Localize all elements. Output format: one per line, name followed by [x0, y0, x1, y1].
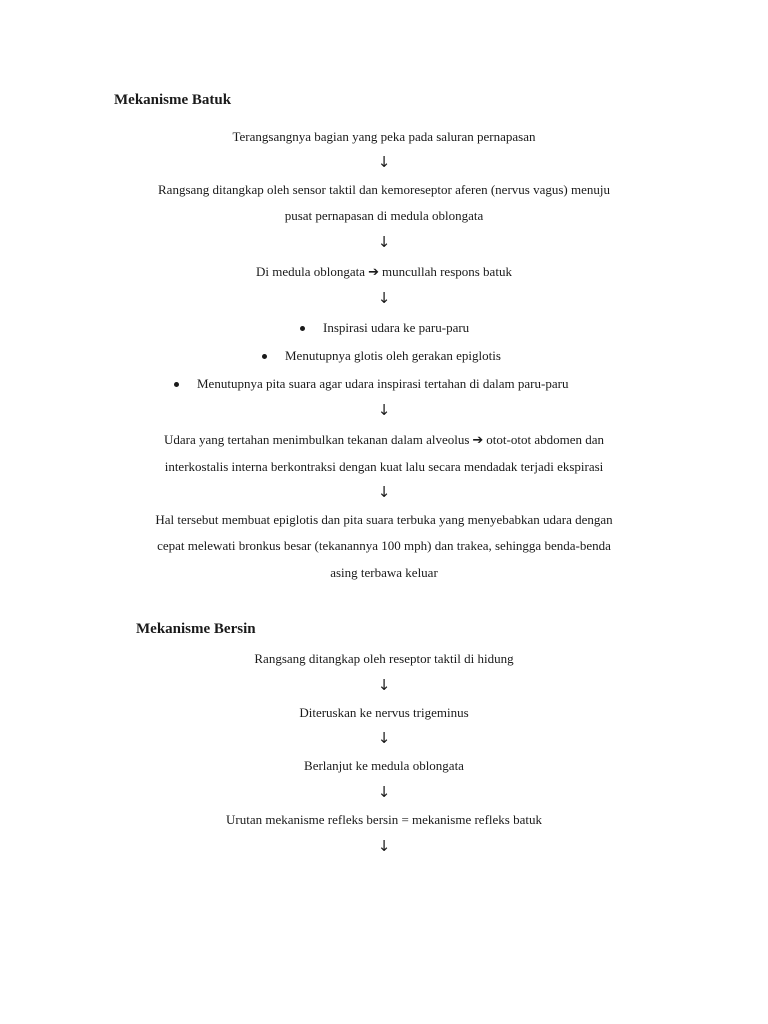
- bersin-step-2: Diteruskan ke nervus trigeminus: [299, 705, 469, 720]
- batuk-bullet-1: [300, 320, 469, 336]
- down-arrow-icon: ↓: [377, 289, 391, 307]
- batuk-step-3-after: muncullah respons batuk: [381, 264, 512, 279]
- down-arrow-icon: ↓: [377, 153, 391, 171]
- bersin-step-1: Rangsang ditangkap oleh reseptor taktil di hidung: [254, 651, 514, 666]
- bullet-icon: [174, 382, 179, 387]
- batuk-step-5-after: otot-otot abdomen dan: [486, 432, 604, 447]
- down-arrow-icon: ↓: [377, 729, 391, 747]
- bullet-icon: [300, 326, 305, 331]
- bersin-step-3: Berlanjut ke medula oblongata: [304, 758, 464, 773]
- right-arrow-icon: ➔: [472, 433, 484, 448]
- right-arrow-icon: ➔: [368, 265, 379, 280]
- batuk-bullet-2: [262, 348, 501, 364]
- down-arrow-icon: ↓: [377, 233, 391, 251]
- section-title-bersin: Mekanisme Bersin: [136, 621, 256, 637]
- batuk-step-5-line-2: interkostalis interna berkontraksi dengan kuat lalu secara mendadak terjadi ekspirasi: [164, 459, 604, 474]
- bullet-text: Inspirasi udara ke paru-paru: [323, 320, 470, 335]
- down-arrow-icon: ↓: [377, 483, 391, 501]
- bersin-step-4: Urutan mekanisme refleks bersin = mekanisme refleks batuk: [226, 812, 542, 827]
- down-arrow-icon: ↓: [377, 837, 391, 855]
- down-arrow-icon: ↓: [377, 676, 391, 694]
- section-title-batuk: Mekanisme Batuk: [114, 92, 232, 108]
- batuk-step-2-line-1: Rangsang ditangkap oleh sensor taktil dan kemoreseptor aferen (nervus vagus) menuju: [158, 182, 610, 197]
- batuk-step-3: [0, 264, 768, 281]
- bullet-text: Menutupnya glotis oleh gerakan epiglotis: [285, 348, 501, 363]
- bullet-text: Menutupnya pita suara agar udara inspirasi tertahan di dalam paru-paru: [197, 376, 569, 391]
- batuk-step-5-line-1: [0, 432, 768, 449]
- batuk-step-6-line-2: cepat melewati bronkus besar (tekanannya 100 mph) dan trakea, sehingga benda-benda: [157, 538, 611, 553]
- batuk-step-2-line-2: pusat pernapasan di medula oblongata: [284, 208, 484, 223]
- batuk-step-3-before: Di medula oblongata: [256, 264, 366, 279]
- bullet-icon: [262, 354, 267, 359]
- batuk-bullet-3: [174, 376, 568, 392]
- down-arrow-icon: ↓: [377, 783, 391, 801]
- batuk-step-6-line-3: asing terbawa keluar: [330, 565, 438, 580]
- batuk-step-5-before: Udara yang tertahan menimbulkan tekanan dalam alveolus: [164, 432, 470, 447]
- batuk-step-6-line-1: Hal tersebut membuat epiglotis dan pita suara terbuka yang menyebabkan udara dengan: [155, 512, 613, 527]
- down-arrow-icon: ↓: [377, 401, 391, 419]
- batuk-step-1: Terangsangnya bagian yang peka pada saluran pernapasan: [232, 129, 536, 144]
